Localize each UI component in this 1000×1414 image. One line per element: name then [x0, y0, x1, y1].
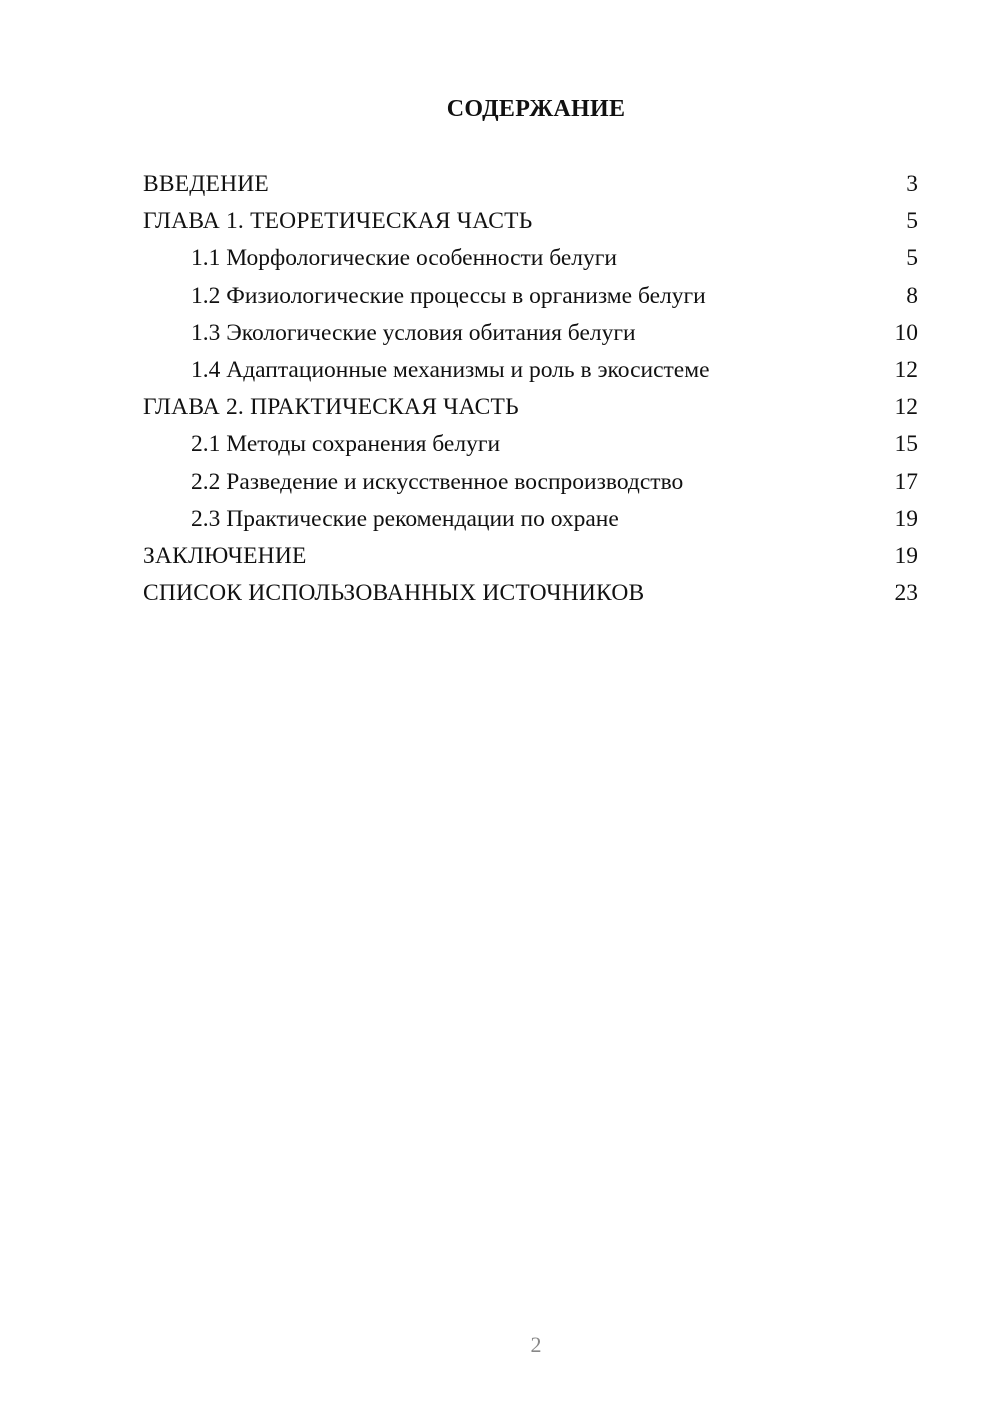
toc-entry-section-1-1 [143, 240, 918, 277]
toc-entry-label: ВВЕДЕНИЕ [143, 171, 269, 197]
toc-entry-page: 17 [894, 468, 918, 495]
toc-title: СОДЕРЖАНИЕ [446, 96, 626, 122]
toc-entry-page: 15 [894, 431, 918, 458]
toc-entry-label: 2.3 Практические рекомендации по охране [191, 505, 619, 532]
toc-entry-label: 1.1 Морфологические особенности белуги [191, 245, 617, 272]
toc-entry-introduction [143, 166, 918, 203]
toc-entry-section-1-3 [143, 315, 918, 352]
toc-entry-label: 2.2 Разведение и искусственное воспроизводство [191, 468, 684, 495]
toc-entry-page: 5 [906, 245, 918, 272]
toc-entry-label: ГЛАВА 1. ТЕОРЕТИЧЕСКАЯ ЧАСТЬ [143, 208, 533, 235]
toc-entry-section-1-4 [143, 352, 918, 389]
toc-entry-page: 10 [894, 319, 918, 346]
toc-entry-conclusion [143, 538, 918, 575]
toc-entry-page: 19 [894, 505, 918, 532]
toc-entry-label: 1.4 Адаптационные механизмы и роль в экосистеме [191, 356, 710, 383]
toc-entry-references [143, 575, 918, 612]
toc-entry-section-2-3 [143, 501, 918, 538]
toc-entry-page: 19 [894, 542, 918, 569]
toc-entry-chapter-2 [143, 389, 918, 426]
toc-entry-chapter-1 [143, 203, 918, 240]
toc-entry-page: 5 [906, 208, 918, 235]
toc-entry-label: ЗАКЛЮЧЕНИЕ [143, 542, 307, 569]
toc-entry-section-1-2 [143, 278, 918, 315]
toc-entry-page: 3 [906, 171, 918, 197]
toc-entry-section-2-1 [143, 426, 918, 463]
toc-entry-page: 12 [894, 356, 918, 383]
toc-entry-label: 1.2 Физиологические процессы в организме белуги [191, 282, 706, 309]
toc-entry-label: 1.3 Экологические условия обитания белуги [191, 319, 636, 346]
page-number: 2 [530, 1332, 542, 1357]
toc-entry-page: 12 [894, 394, 918, 421]
toc-entry-label: 2.1 Методы сохранения белуги [191, 431, 501, 458]
toc-entry-section-2-2 [143, 464, 918, 501]
toc-entry-label: ГЛАВА 2. ПРАКТИЧЕСКАЯ ЧАСТЬ [143, 394, 519, 421]
table-of-contents [143, 166, 918, 612]
toc-entry-page: 8 [906, 282, 918, 309]
toc-entry-page: 23 [894, 580, 918, 607]
toc-entry-label: СПИСОК ИСПОЛЬЗОВАННЫХ ИСТОЧНИКОВ [143, 580, 645, 607]
